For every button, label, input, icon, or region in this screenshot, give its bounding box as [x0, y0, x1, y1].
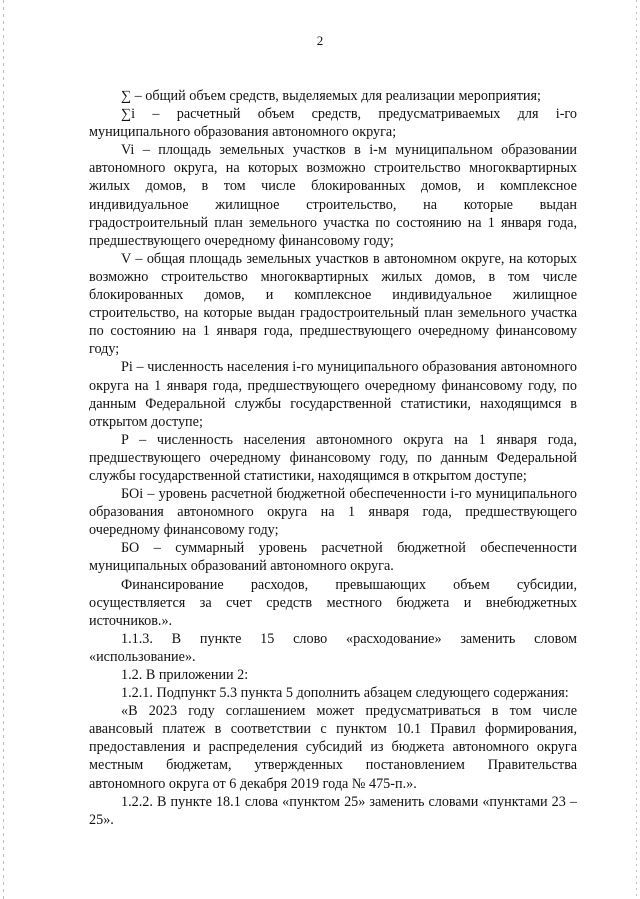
paragraph-sum-i-definition: ∑i – расчетный объем средств, предусматриваемых для i-го муниципального образования автономного округа; [89, 106, 577, 141]
paragraph-v-definition: V – общая площадь земельных участков в автономном округе, на которых возможно строительство многоквартирных жилых домов, в том числе блокированных домов, и комплексное индивидуальное жилищное строительство, на которые выдан градостроительный план земельного участка по состоянию на 1 января года, предшествующего очередному финансовому году; [89, 250, 577, 358]
paragraph-vi-definition: Vi – площадь земельных участков в i-м муниципальном образовании автономного округа, на которых возможно строительство многоквартирных жилых домов, в том числе блокированных домов, и комплексное индивидуальное жилищное строительство, на которые выдан градостроительный план земельного участка по состоянию на 1 января года, предшествующего очередному финансовому году; [89, 142, 577, 249]
paragraph-p-definition: P – численность населения автономного округа на 1 января года, предшествующего очередному финансовому году, по данным Федеральной службы государственной статистики, находящимся в открытом доступе; [89, 431, 577, 484]
scan-edge-left [3, 0, 4, 899]
paragraph-financing: Финансирование расходов, превышающих объем субсидии, осуществляется за счет средств местного бюджета и внебюджетных источников.». [89, 576, 577, 629]
paragraph-bo-definition: БО – суммарный уровень расчетной бюджетной обеспеченности муниципальных образований автономного округа. [89, 540, 577, 575]
paragraph-1-2-2: 1.2.2. В пункте 18.1 слова «пунктом 25» заменить словами «пунктами 23 – 25». [89, 793, 577, 828]
paragraph-1-1-3: 1.1.3. В пункте 15 слово «расходование» заменить словом «использование». [89, 630, 577, 665]
paragraph-pi-definition: Pi – численность населения i-го муниципального образования автономного округа на 1 января года, предшествующего очередному финансовому году, по данным Федеральной службы государственной статистики, находящимся в открытом доступе; [89, 359, 577, 430]
page-number: 2 [316, 33, 324, 48]
paragraph-1-2-1: 1.2.1. Подпункт 5.3 пункта 5 дополнить абзацем следующего содержания: [121, 685, 569, 702]
document-body [89, 87, 577, 829]
paragraph-quote-2023: «В 2023 году соглашением может предусматриваться в том числе авансовый платеж в соответствии с пунктом 10.1 Правил формирования, предоставления и распределения субсидий из бюджета автономного округа местным бюджетам, утвержденных постановлением Правительства автономного округа от 6 декабря 2019 года № 475-п.». [89, 703, 577, 792]
paragraph-1-2: 1.2. В приложении 2: [121, 667, 249, 683]
paragraph-boi-definition: БОi – уровень расчетной бюджетной обеспеченности i-го муниципального образования автономного округа на 1 января года, предшествующего очередному финансовому году; [89, 486, 577, 539]
paragraph-sum-definition: ∑ – общий объем средств, выделяемых для реализации мероприятия; [121, 88, 541, 104]
scan-edge-right [636, 0, 637, 899]
